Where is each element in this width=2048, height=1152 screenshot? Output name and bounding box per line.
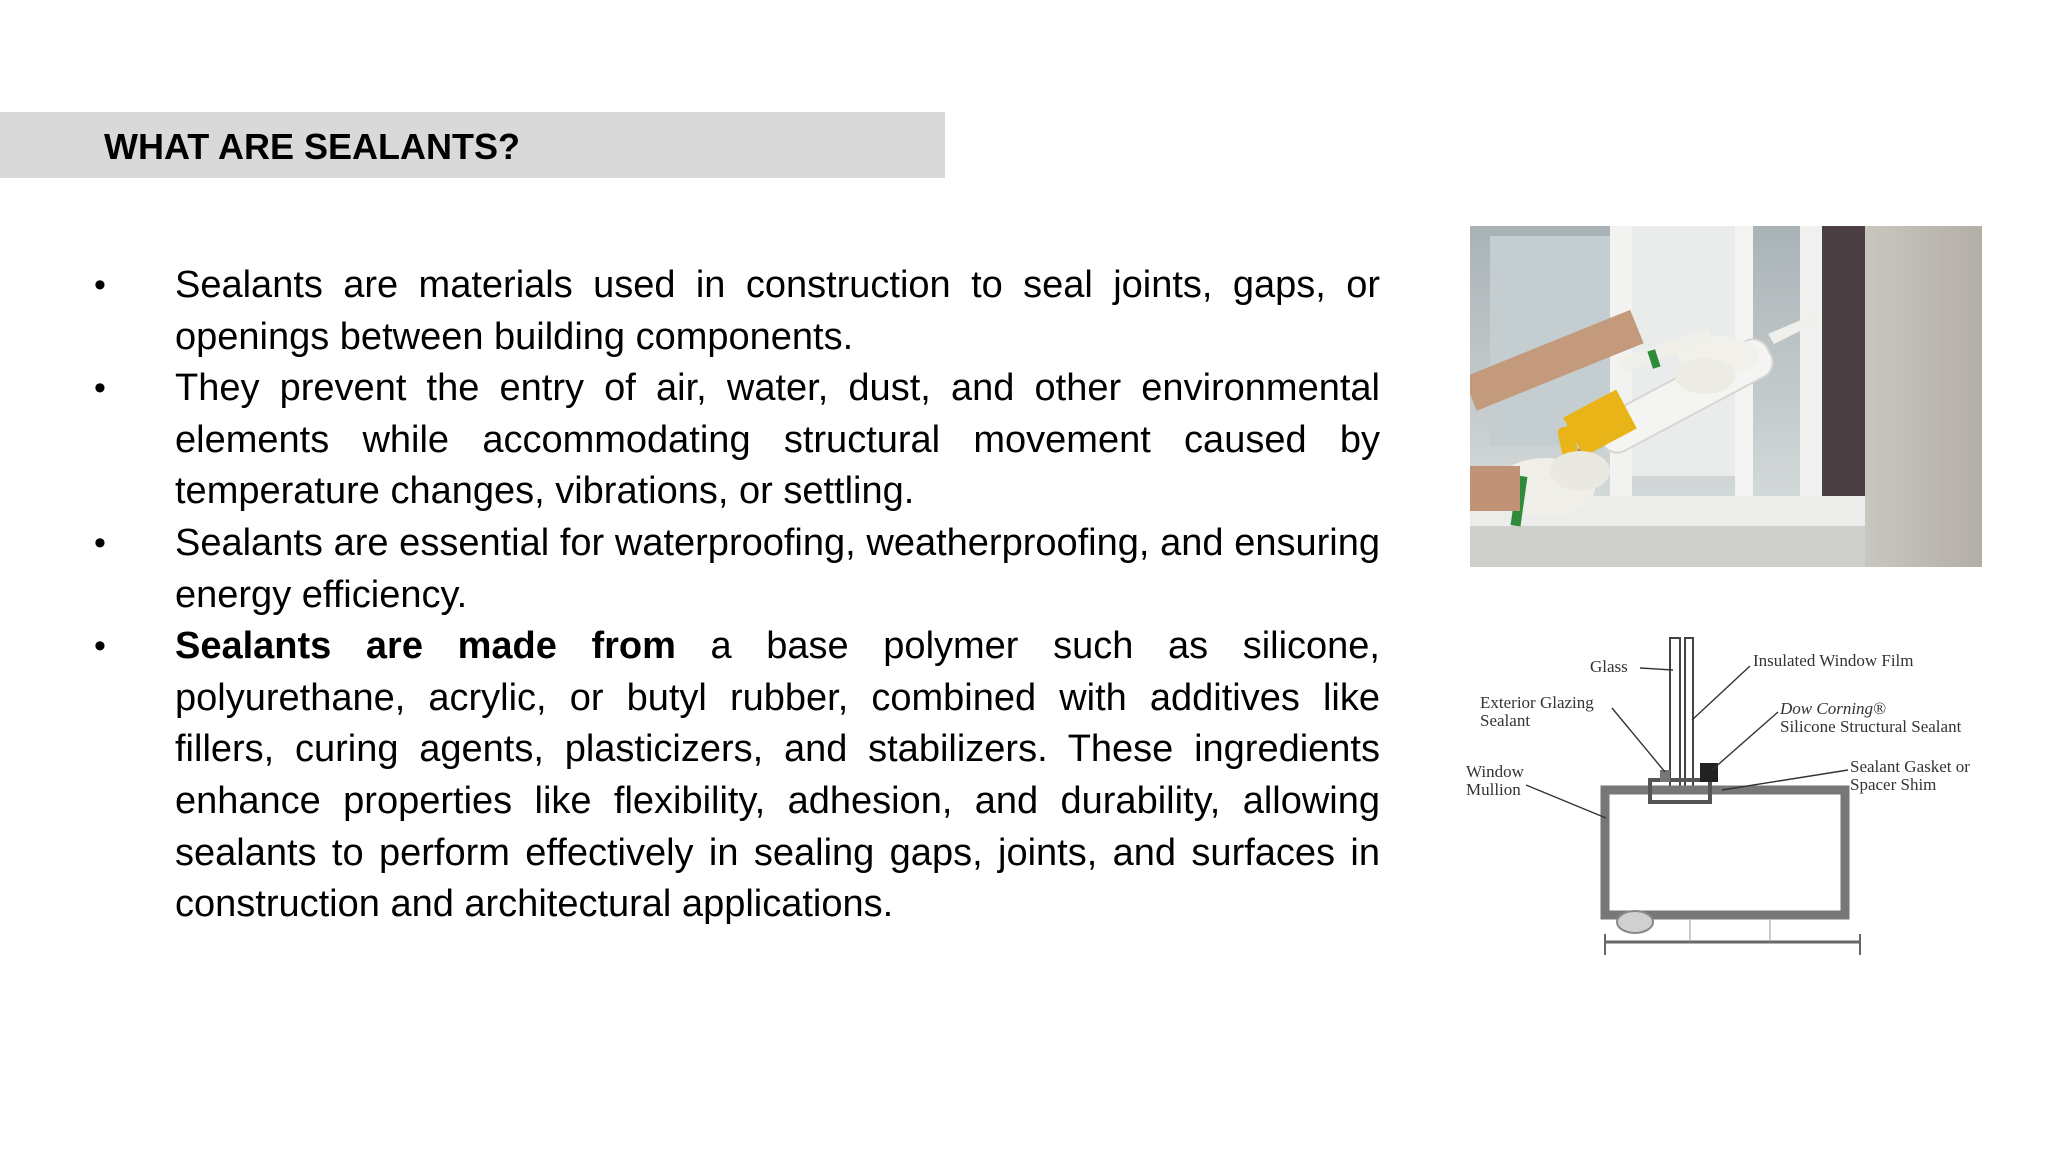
bullet-item	[0, 363, 1380, 518]
bullet-dot: •	[94, 266, 106, 304]
label-spacer-shim: Spacer Shim	[1850, 775, 1937, 794]
sealant-application-photo	[1470, 226, 1982, 567]
label-dow-corning: Dow Corning®	[1780, 699, 1886, 718]
label-exterior-glazing: Exterior Glazing	[1480, 693, 1594, 712]
label-window-mullion: Window	[1466, 762, 1524, 781]
label-insulated-film: Insulated Window Film	[1753, 651, 1914, 670]
bullet-bold-lead: Sealants are made from	[175, 625, 676, 668]
slide-title: WHAT ARE SEALANTS?	[104, 126, 520, 167]
label-window-mullion-2: Mullion	[1466, 780, 1521, 799]
bullet-dot: •	[94, 627, 106, 666]
bullet-dot: •	[94, 369, 106, 408]
bullet-item	[0, 518, 1380, 621]
bullet-item	[0, 621, 1380, 931]
bullet-item	[0, 260, 1380, 363]
bullet-dot: •	[94, 523, 106, 562]
glazing-detail-diagram	[1460, 630, 2000, 960]
bullet-text: Sealants are made from a base polymer such as silicone, polyurethane, acrylic, or butyl rubber, combined with additives like fillers, curing agents, plasticizers, and stabilizers. These ingredients enhance properties like flexibility, adhesion, and durability, allowing sealants to perform effectively in sealing gaps, joints, and surfaces in construction and architectural applications.	[175, 625, 1380, 926]
label-silicone-structural: Silicone Structural Sealant	[1780, 717, 1962, 736]
label-glass: Glass	[1590, 657, 1628, 676]
label-exterior-glazing-2: Sealant	[1480, 711, 1531, 730]
label-sealant-gasket: Sealant Gasket or	[1850, 757, 1970, 776]
bullet-text: Sealants are essential for waterproofing, weatherproofing, and ensuring energy efficiency.	[175, 521, 1380, 616]
bullet-list	[0, 260, 1380, 931]
bullet-text: They prevent the entry of air, water, dust, and other environmental elements while accommodating structural movement caused by temperature changes, vibrations, or settling.	[175, 367, 1380, 513]
bullet-text: Sealants are materials used in construction to seal joints, gaps, or openings between building components.	[175, 264, 1380, 358]
